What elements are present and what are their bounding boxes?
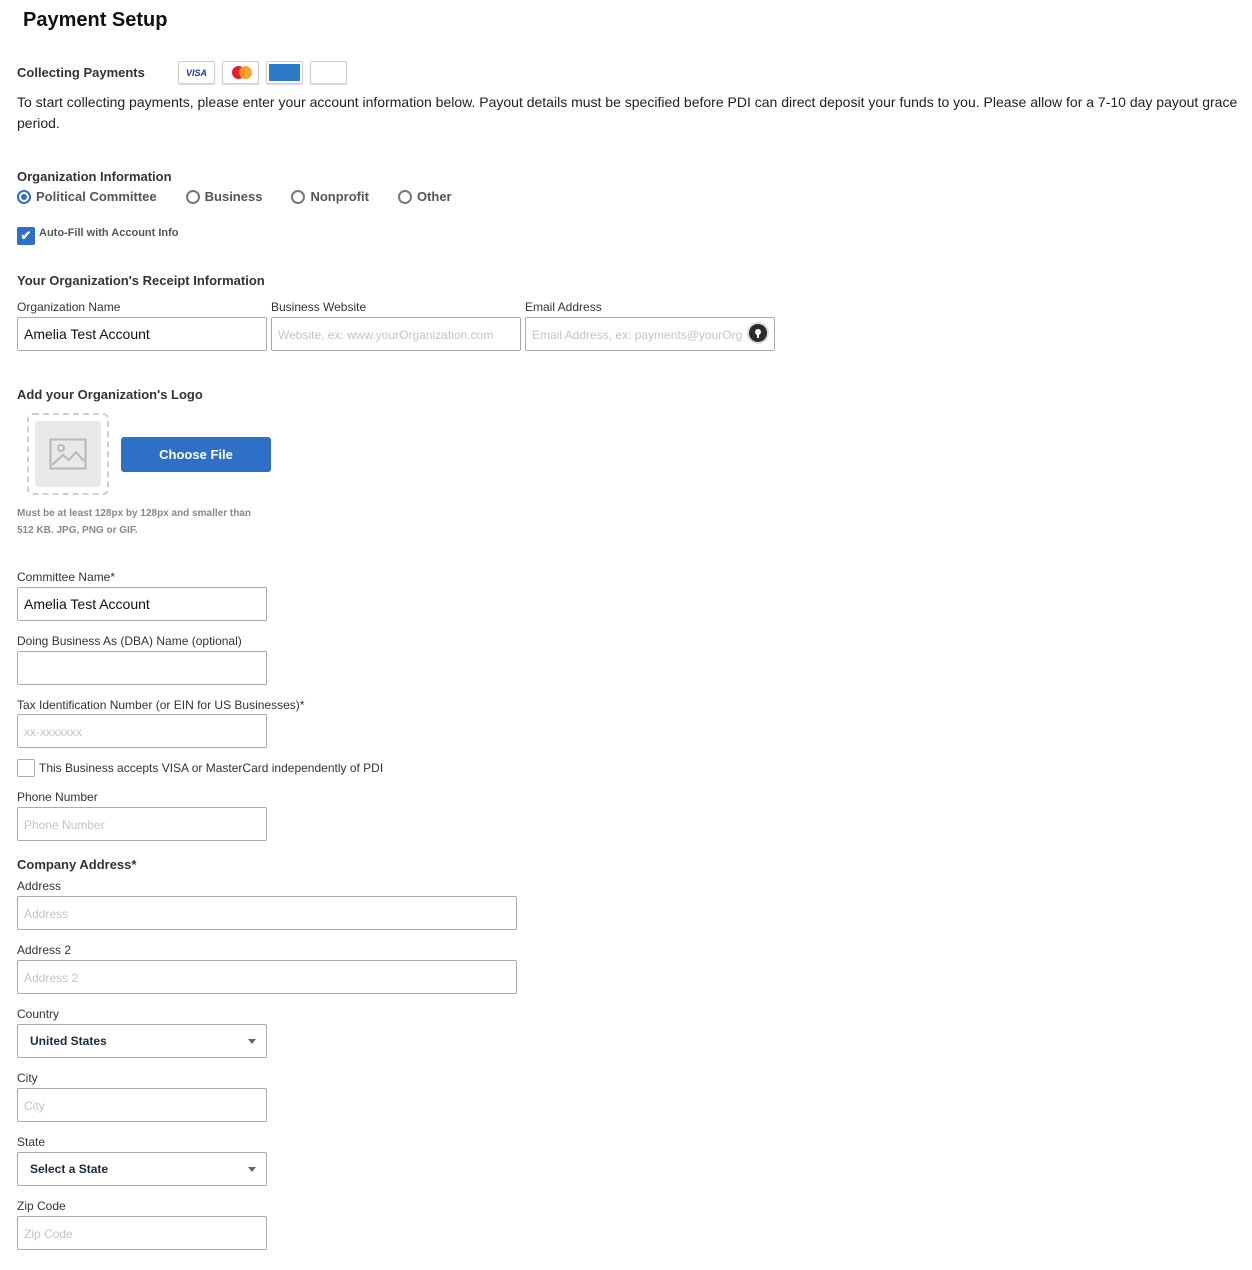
phone-input[interactable]	[17, 807, 267, 841]
radio-political-committee[interactable]	[17, 189, 157, 204]
mastercard-card-icon	[222, 61, 259, 84]
org-info-label: Organization Information	[17, 169, 172, 184]
checkmark-icon: ✔	[20, 228, 32, 243]
zip-label: Zip Code	[17, 1199, 66, 1213]
country-selected-value: United States	[30, 1034, 107, 1048]
radio-business[interactable]	[186, 189, 263, 204]
accepts-cards-row	[17, 759, 383, 777]
caret-down-icon	[248, 1167, 256, 1172]
address-label: Address	[17, 879, 62, 893]
address2-input[interactable]	[17, 960, 517, 994]
country-label: Country	[17, 1007, 60, 1021]
country-select[interactable]	[17, 1024, 267, 1058]
zip-input[interactable]	[17, 1216, 267, 1250]
intro-text: To start collecting payments, please enter your account information below. Payout details must be specified before PDI can direct deposit your funds to you. Please allow for a 7-10 day payout grace period.	[17, 94, 1238, 131]
state-select[interactable]	[17, 1152, 267, 1186]
autofill-checkbox[interactable]	[17, 227, 35, 245]
collecting-payments-label: Collecting Payments	[17, 65, 145, 80]
dba-input[interactable]	[17, 651, 267, 685]
logo-hint: Must be at least 128px by 128px and smaller than 512 KB. JPG, PNG or GIF.	[17, 508, 251, 536]
committee-name-input[interactable]	[17, 587, 267, 621]
password-manager-icon[interactable]	[747, 322, 769, 344]
radio-label: Business	[204, 189, 263, 204]
visa-card-icon: VISA	[178, 61, 215, 84]
autofill-label: Auto-Fill with Account Info	[39, 227, 179, 239]
city-input[interactable]	[17, 1088, 267, 1122]
company-address-label: Company Address*	[17, 857, 137, 872]
email-label: Email Address	[525, 300, 602, 314]
image-placeholder-icon	[35, 421, 101, 487]
radio-selected-icon[interactable]	[17, 190, 31, 204]
address-input[interactable]	[17, 896, 517, 930]
radio-label: Political Committee	[36, 189, 157, 204]
caret-down-icon	[248, 1039, 256, 1044]
radio-label: Nonprofit	[310, 189, 369, 204]
accepts-cards-label: This Business accepts VISA or MasterCard independently of PDI	[39, 761, 384, 775]
receipt-info-label: Your Organization's Receipt Information	[17, 273, 265, 288]
logo-dropzone[interactable]	[27, 413, 109, 495]
radio-label: Other	[416, 189, 452, 204]
accepts-cards-checkbox[interactable]	[17, 759, 35, 777]
org-name-label: Organization Name	[17, 300, 121, 314]
org-type-radio-group	[17, 189, 481, 204]
logo-label: Add your Organization's Logo	[17, 387, 203, 402]
radio-icon[interactable]	[291, 190, 305, 204]
state-label: State	[17, 1135, 46, 1149]
tax-id-input[interactable]	[17, 714, 267, 748]
org-name-input[interactable]	[17, 317, 267, 351]
card-logos	[178, 61, 347, 84]
city-label: City	[17, 1071, 38, 1085]
email-field-wrap	[525, 317, 775, 351]
website-label: Business Website	[271, 300, 367, 314]
amex-card-icon	[266, 61, 303, 84]
radio-other[interactable]	[398, 189, 452, 204]
website-input[interactable]	[271, 317, 521, 351]
choose-file-button[interactable]: Choose File	[121, 437, 271, 472]
dba-label: Doing Business As (DBA) Name (optional)	[17, 634, 242, 648]
page-title: Payment Setup	[23, 9, 168, 31]
discover-card-icon	[310, 61, 347, 84]
radio-nonprofit[interactable]	[291, 189, 368, 204]
email-input[interactable]	[525, 317, 775, 351]
committee-name-label: Committee Name*	[17, 570, 116, 584]
autofill-row	[17, 227, 179, 245]
tax-id-label: Tax Identification Number (or EIN for US Businesses)*	[17, 698, 305, 712]
phone-label: Phone Number	[17, 790, 98, 804]
radio-icon[interactable]	[398, 190, 412, 204]
radio-icon[interactable]	[186, 190, 200, 204]
state-selected-value: Select a State	[30, 1162, 109, 1176]
address2-label: Address 2	[17, 943, 72, 957]
